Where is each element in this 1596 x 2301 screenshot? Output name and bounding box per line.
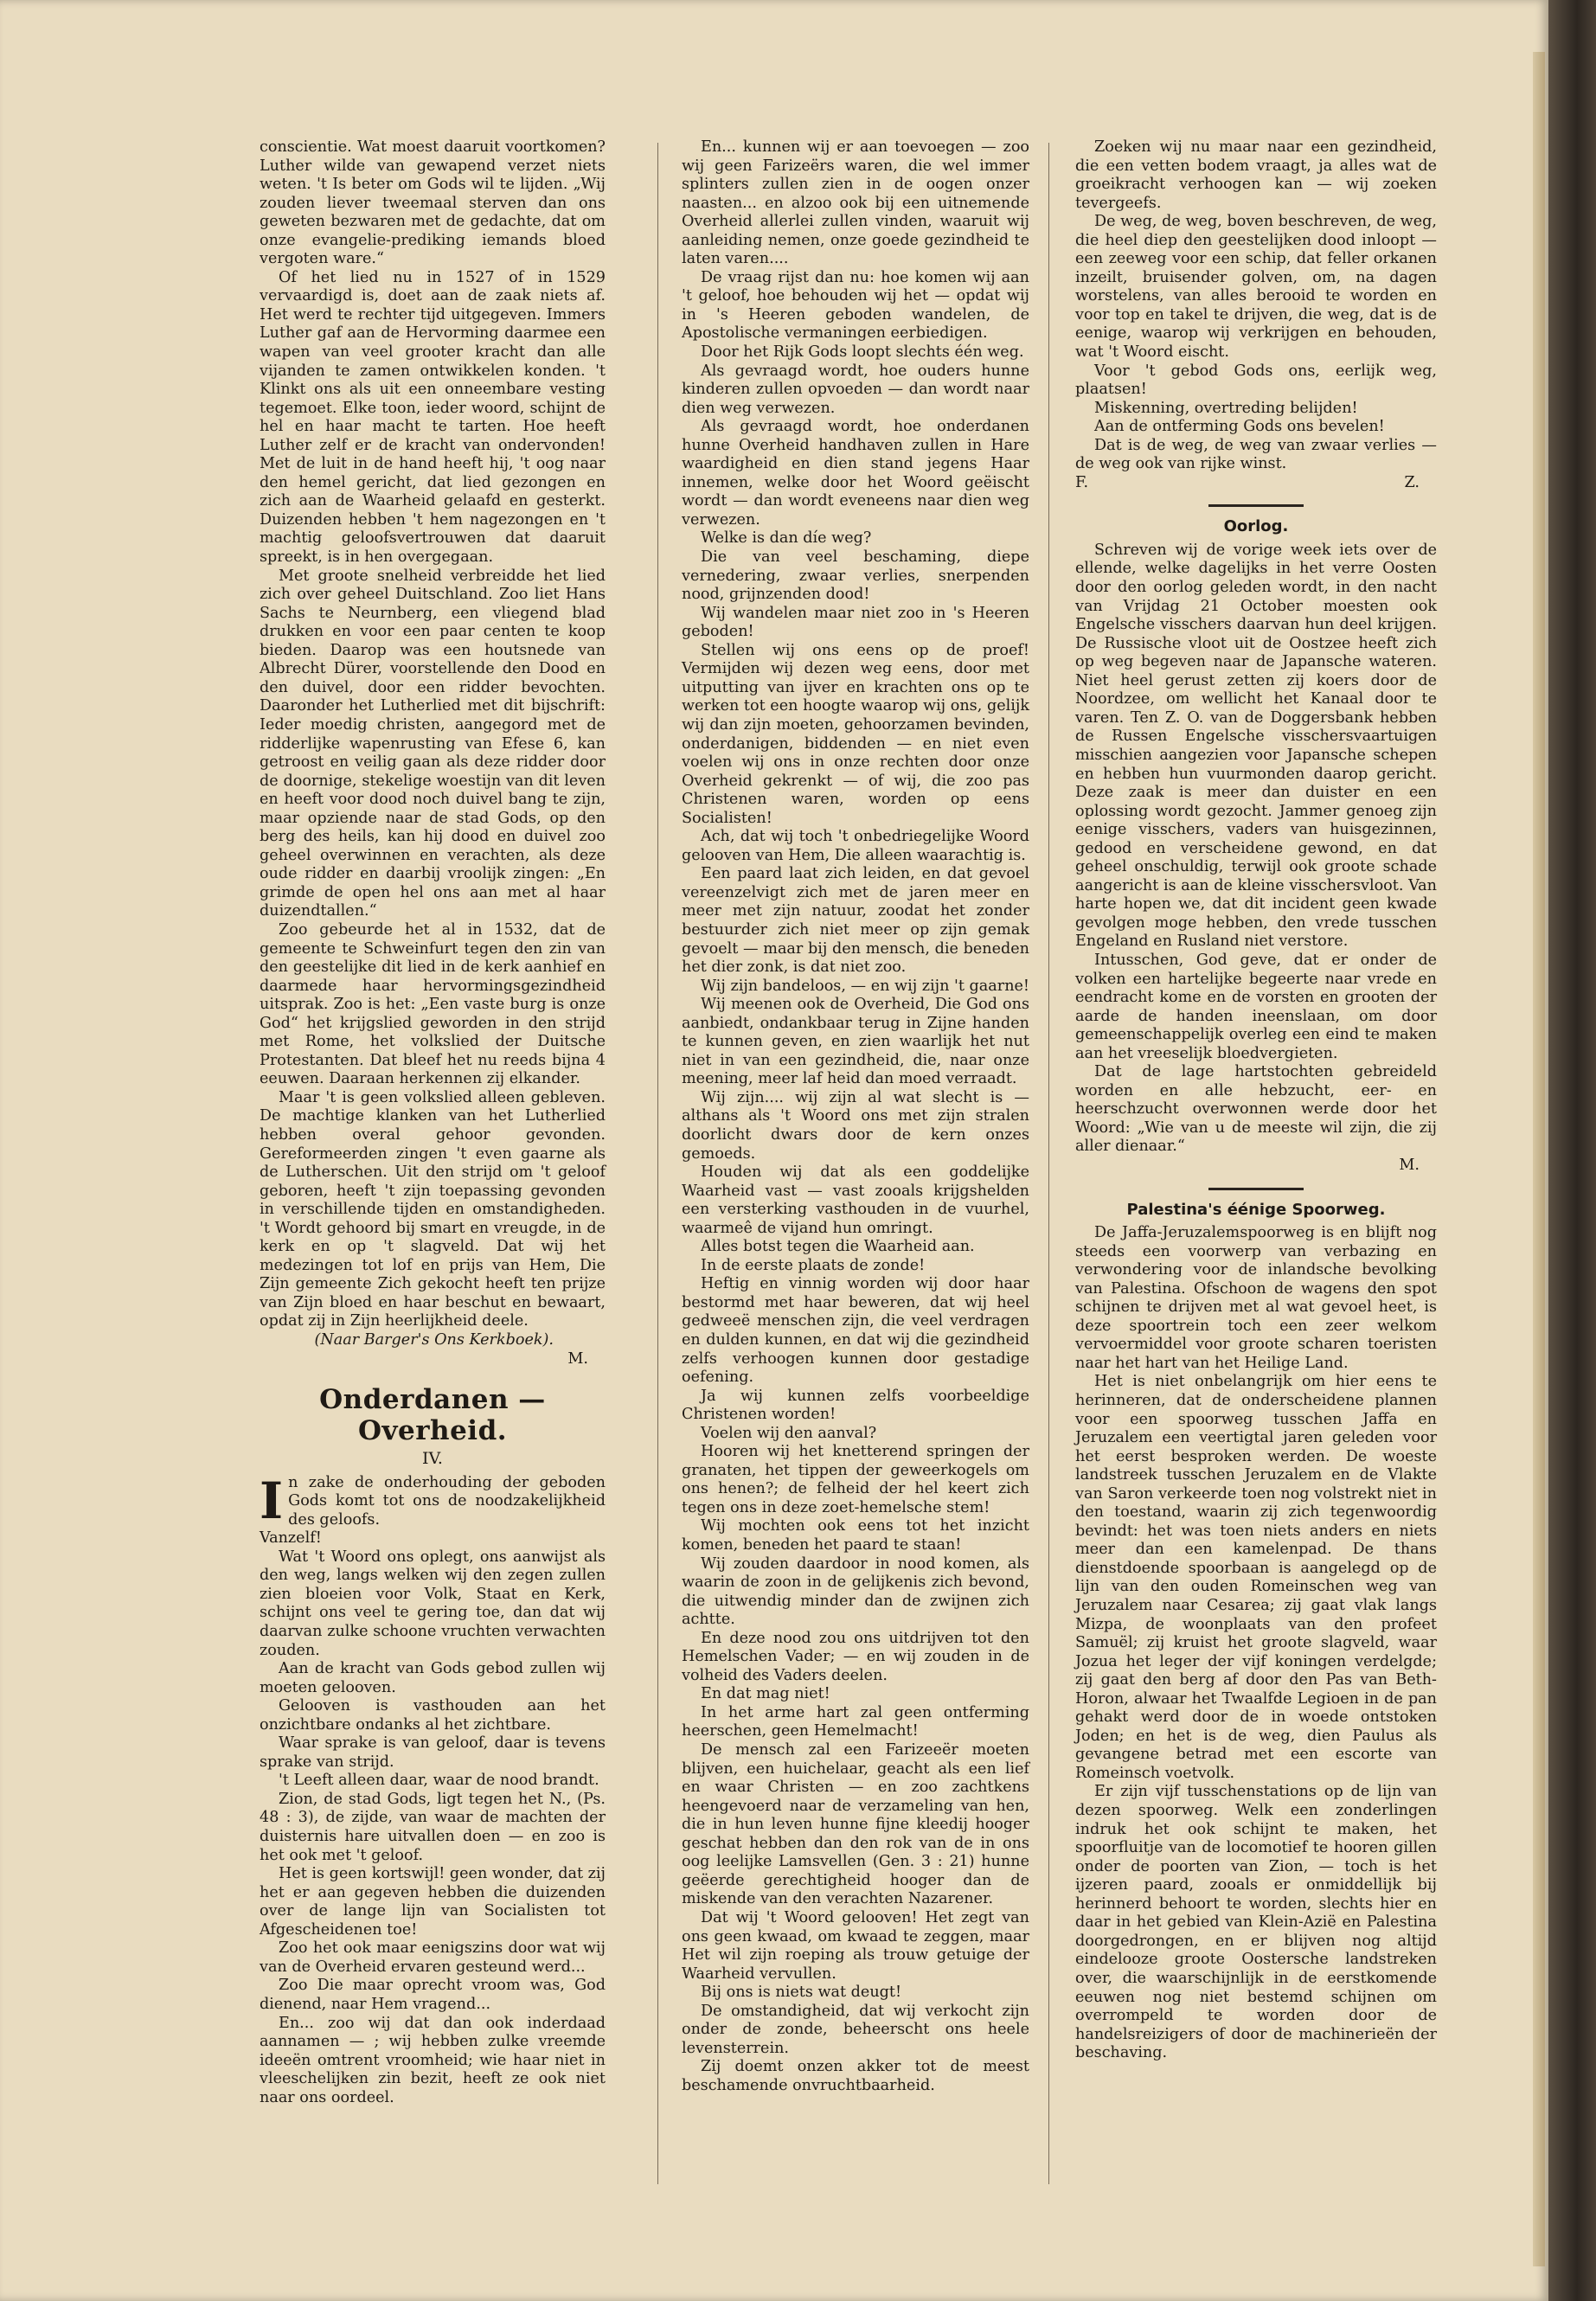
paragraph: Zoo het ook maar eenigszins door wat wij van de Overheid ervaren gesteund werd... bbox=[260, 1939, 606, 1976]
paragraph: Hooren wij het knetterend springen der granaten, het tippen der geweerkogels om ons henen?; de felheid der hel keert zich tegen ons in deze zoet-hemelsche stem! bbox=[682, 1443, 1029, 1516]
first-paragraph-text: n zake de onderhouding der geboden Gods komt tot ons de noodzakelijkheid des geloofs. bbox=[288, 1473, 606, 1529]
article-part-number: IV. bbox=[422, 1449, 443, 1469]
paragraph: De omstandigheid, dat wij verkocht zijn onder de zonde, beheerscht ons heele levensterrein. bbox=[682, 2002, 1029, 2057]
paragraph: Wij zouden daardoor in nood komen, als waarin de zoon in de gelijkenis zich bevond, die uitwendig minder dan de zwijnen zich achtte. bbox=[682, 1554, 1029, 1629]
paragraph: Ja wij kunnen zelfs voorbeeldige Christenen worden! bbox=[682, 1387, 1029, 1424]
book-spine bbox=[1548, 0, 1596, 2301]
paragraph: Zoeken wij nu maar naar een gezindheid, die een vetten bodem vraagt, ja alles wat de groeikracht verhoogen kan — wij zoeken tevergeefs. bbox=[1075, 138, 1437, 212]
paragraph: Schreven wij de vorige week iets over de ellende, welke dagelijks in het verre Oosten door den oorlog geleden wordt, in den nacht van Vrijdag 21 October moesten ook Engelsche visschers daarvan hun deel krijgen. De Russische vloot uit de Oostzee heeft zich op weg begeven naar de Japansche wateren. Niet heel gerust zetten zij koers door de Noordzee, om wellicht het Kanaal door te varen. Ten Z. O. van de Doggersbank hebben de Russen Engelsche visschersvaartuigen misschien aangezien voor Japansche schepen en hebben hun vuurmonden daarop gericht. Deze zaak is meer dan duister en een oplossing wordt gezocht. Jammer genoeg zijn eenige visschers, vaders van huisgezinnen, gedood en verscheidene gewond, en dat geheel onschuldig, terwijl ook groote schade aangericht is aan de kleine visschersvloot. Van harte hopen we, dat dit incident geen kwade gevolgen moge hebben, den vrede tusschen Engeland en Rusland niet verstore. bbox=[1075, 541, 1437, 951]
paragraph: In het arme hart zal geen ontferming heerschen, geen Hemelmacht! bbox=[682, 1703, 1029, 1740]
paragraph: Het is niet onbelangrijk om hier eens te herinneren, dat de onderscheidene plannen voor een spoorweg tusschen Jaffa en Jeruzalem een veertigtal jaren geleden voor het eerst besproken werden. De woeste landstreek tusschen Jeruzalem en de Vlakte van Saron verkeerde toen nog volstrekt niet in den toestand, waarin zij zich tegenwoordig bevindt: het was toen niets anders en niets meer dan een kamelenpad. De thans dienstdoende spoorbaan is aangelegd op de lijn van den ouden Romeinschen weg van Jeruzalem naar Cesarea; zij gaat vlak langs Mizpa, de woonplaats van den profeet Samuël; zij kruist het groote slagveld, waar Jozua het leger der vijf koningen verdelgde; zij gaat den berg af door den Pas van Beth-Horon, alwaar het Twaalfde Legioen in de pan gehakt werd door de in woede ontstoken Joden; en het is de weg, dien Paulus als gevangene betrad met een escorte van Romeinsch voetvolk. bbox=[1075, 1373, 1437, 1782]
paragraph: 't Leeft alleen daar, waar de nood brandt. bbox=[279, 1772, 599, 1790]
paragraph: Miskenning, overtreding belijden! bbox=[1094, 399, 1358, 417]
paragraph: Wij zijn bandeloos, — en wij zijn 't gaarne! bbox=[701, 977, 1030, 995]
paragraph: Wij mochten ook eens tot het inzicht komen, beneden het paard te staan! bbox=[682, 1517, 1029, 1554]
article-title: Onderdanen — Overheid. bbox=[319, 1384, 546, 1447]
paragraph: Aan de ontferming Gods ons bevelen! bbox=[1094, 418, 1385, 436]
paragraph: Waar sprake is van geloof, daar is tevens sprake van strijd. bbox=[260, 1734, 606, 1771]
paragraph: Door het Rijk Gods loopt slechts één weg. bbox=[701, 343, 1024, 362]
paragraph: Voor 't gebod Gods ons, eerlijk weg, plaatsen! bbox=[1075, 362, 1437, 399]
signature-line bbox=[1075, 474, 1437, 493]
paragraph: En deze nood zou ons uitdrijven tot den Hemelschen Vader; — en wij zouden in de volheid des Vaders deelen. bbox=[682, 1629, 1029, 1684]
paragraph: Een paard laat zich leiden, en dat gevoel vereenzelvigt zich met de jaren meer en meer met zijn natuur, zoodat het zonder bestuurder zich niet meer op zijn gemak gevoelt — maar bij den mensch, die beneden het dier zonk, is dat niet zoo. bbox=[682, 865, 1029, 977]
paragraph: Zoo gebeurde het al in 1532, dat de gemeente te Schweinfurt tegen den zin van den geestelijke dit lied in de kerk aanhief en daarmede haar hervormingsgezindheid uitsprak. Zoo is het: „Een vaste burg is onze God“ het krijgslied geworden in den strijd met Rome, het volkslied der Duitsche Protestanten. Dat bleef het nu reeds bijna 4 eeuwen. Daaraan herkennen zij elkander. bbox=[260, 920, 606, 1088]
paragraph: Intusschen, God geve, dat er onder de volken een hartelijke begeerte naar vrede en eendracht kome en de vorsten en grooten der aarde de handen ineenslaan, om door gemeenschappelijk overleg een eind te maken aan het vreeselijk bloedvergieten. bbox=[1075, 951, 1437, 1062]
paragraph: Gelooven is vasthouden aan het onzichtbare ondanks al het zichtbare. bbox=[260, 1697, 606, 1734]
paragraph: Die van veel beschaming, diepe vernedering, zwaar verlies, snerpenden nood, grijnzenden dood! bbox=[682, 548, 1029, 604]
paragraph: De mensch zal een Farizeeër moeten blijven, een huichelaar, geacht als een lief en waar Christen — en zoo zachtkens heengevoerd naar de verzameling van hen, die in hun leven hunne fijne kleedij hooger geschat hebben dan den rok van de in ons oog leelijke Lamsvellen (Gen. 3 : 21) hunne geëerde gerechtigheid hooger dan de miskende van den verachten Nazarener. bbox=[682, 1741, 1029, 1908]
paragraph: Houden wij dat als een goddelijke Waarheid vast — vast zooals krijgshelden een versterking vasthouden in de vuurhel, waarmeê de vijand hun omringt. bbox=[682, 1163, 1029, 1237]
signature: M. bbox=[1399, 1156, 1420, 1174]
paragraph: Stellen wij ons eens op de proef! Vermijden wij dezen weg eens, door met uitputting van ijver en krachten ons op te werken tot een hoogte waarop wij ons, gelijk wij dan zijn moeten, gehoorzamen bevinden, onderdanigen, biddenden — en niet even voelen wij ons in onze rechten door onze Overheid gekrenkt — of wij, die zoo pas Christenen waren, worden op eens Socialisten! bbox=[682, 641, 1029, 827]
paragraph: Heftig en vinnig worden wij door haar bestormd met haar beweren, dat wij heel gedweeë menschen zijn, die veel verdragen en dulden kunnen, en dat wij die gezindheid zelfs verhoogen kunnen door gestadige oefening. bbox=[682, 1275, 1029, 1387]
paragraph: Vanzelf! bbox=[260, 1529, 322, 1548]
paragraph: Aan de kracht van Gods gebod zullen wij moeten gelooven. bbox=[260, 1660, 606, 1696]
paragraph: Wij zijn.... wij zijn al wat slecht is — althans als 't Woord ons met zijn stralen doorlicht dwars door de kern onzes gemoeds. bbox=[682, 1088, 1029, 1163]
paragraph: En dat mag niet! bbox=[701, 1685, 830, 1703]
section-divider bbox=[1208, 504, 1304, 507]
paragraph: Zij doemt onzen akker tot de meest beschamende onvruchtbaarheid. bbox=[682, 2058, 1029, 2094]
paragraph: Ach, dat wij toch 't onbedriegelijke Woord gelooven van Hem, Die alleen waarachtig is. bbox=[682, 828, 1029, 864]
paragraph: Wij wandelen maar niet zoo in 's Heeren geboden! bbox=[682, 604, 1029, 641]
column-middle bbox=[682, 138, 1029, 2095]
paragraph: Zoo Die maar oprecht vroom was, God dienend, naar Hem vragend... bbox=[260, 1977, 606, 2013]
paragraph: Zion, de stad Gods, ligt tegen het N., (Ps. 48 : 3), de zijde, van waar de machten der duisternis hare uitvallen doen — en zoo is het ook met 't geloof. bbox=[260, 1790, 606, 1864]
signature: M. bbox=[567, 1349, 588, 1368]
source-note: (Naar Barger's Ons Kerkboek). bbox=[314, 1331, 554, 1349]
paragraph: De Jaffa-Jeruzalemspoorweg is en blijft nog steeds een voorwerp van verbazing en verwondering voor de inlandsche bevolking van Palestina. Ofschoon de wagens den spot schijnen te drijven met al wat gevoel heet, is deze spoortrein toch een zeer welkom vervoermiddel voor groote scharen toeristen naar het hart van het Heilige Land. bbox=[1075, 1224, 1437, 1372]
paragraph: Als gevraagd wordt, hoe onderdanen hunne Overheid handhaven zullen in Hare waardigheid en dien stand jegens Haar innemen, welke door het Woord geëischt wordt — dan wordt eveneens naar dien weg verwezen. bbox=[682, 418, 1029, 529]
paragraph: Het is geen kortswijl! geen wonder, dat zij het er aan gegeven hebben die duizenden over de lange lijn van Socialisten tot Afgescheidenen toe! bbox=[260, 1865, 606, 1939]
paragraph: Met groote snelheid verbreidde het lied zich over geheel Duitschland. Zoo liet Hans Sachs te Neurnberg, een vliegend blad drukken en voor een paar centen te koop bieden. Daarop was een houtsnede van Albrecht Dürer, voorstellende den Dood en den duivel, door een ridder bevochten. Daaronder het Lutherlied met dit bijschrift: Ieder moedig christen, aangegord met de ridderlijke wapenrusting van Efese 6, kan getroost en veilig gaan als deze ridder door de doornige, stekelige woestijn van dit leven en heeft voor dood noch duivel bang te zijn, maar opziende naar de stad Gods, op den berg des heils, kan hij dood en duivel zoo geheel overwinnen en verachten, als deze oude ridder en daarbij vroolijk zingen: „En grimde de open hel ons aan met al haar duizendtallen.“ bbox=[260, 567, 606, 920]
section-divider bbox=[1208, 1188, 1304, 1190]
column-rule bbox=[657, 143, 658, 2184]
page-edge bbox=[1533, 52, 1545, 2266]
column-left bbox=[260, 138, 606, 2107]
paragraph: Dat de lage hartstochten gebreideld worden en alle hebzucht, eer- en heerschzucht overwonnen werde door het Woord: „Wie van u de meeste wil zijn, die zij aller dienaar.“ bbox=[1075, 1063, 1437, 1156]
section-title-palestina: Palestina's éénige Spoorweg. bbox=[1126, 1200, 1386, 1219]
paragraph: En... kunnen wij er aan toevoegen — zoo wij geen Farizeërs waren, die wel immer splinters zullen zien in de oogen onzer naasten... en alzoo ook bij een uitnemende Overheid allerlei zullen vinden, waaruit wij aanleiding nemen, onze goede gezindheid te laten varen.... bbox=[682, 138, 1029, 268]
signature-right: Z. bbox=[1404, 473, 1420, 491]
signature-left: F. bbox=[1075, 473, 1089, 491]
paragraph: Of het lied nu in 1527 of in 1529 vervaardigd is, doet aan de zaak niets af. Het werd te rechter tijd uitgegeven. Immers Luther gaf aan de Hervorming daarmee een wapen van veel grooter kracht dan alle vijanden te zamen ontwikkelen konden. 't Klinkt ons als uit een onneembare vesting tegemoet. Elke toon, ieder woord, schijnt de hel en haar macht te tarten. Hoe heeft Luther zelf er de kracht van ondervonden! Met de luit in de hand heeft hij, 't oog naar den hemel gericht, dat lied gezongen en zich aan de Waarheid gelaafd en gesterkt. Duizenden hebben 't hem nagezongen en 't machtig geloofsvertrouwen dat daaruit spreekt, is in hen overgegaan. bbox=[260, 268, 606, 567]
paragraph: Voelen wij den aanval? bbox=[701, 1424, 877, 1442]
paragraph: De weg, de weg, boven beschreven, de weg, die heel diep den geestelijken dood inloopt — een zeeweg voor een schip, dat feller orkanen inzeilt, bruisender golven, om, na dagen worstelens, van alles berooid te worden en voor top en takel te drijven, die weg, dat is de eenige, waarop wij verkrijgen en behouden, wat 't Woord eischt. bbox=[1075, 213, 1437, 362]
column-rule bbox=[1048, 143, 1049, 2184]
section-title-oorlog: Oorlog. bbox=[1223, 517, 1289, 536]
paragraph: Wat 't Woord ons oplegt, ons aanwijst als den weg, langs welken wij den zegen zullen zien bloeien voor Volk, Staat en Kerk, schijnt ons veel te gering toe, dan dat wij daarvan zulke schoone vruchten verwachten zouden. bbox=[260, 1548, 606, 1659]
paragraph: Als gevraagd wordt, hoe ouders hunne kinderen zullen opvoeden — dan wordt naar dien weg verwezen. bbox=[682, 362, 1029, 417]
paragraph: De vraag rijst dan nu: hoe komen wij aan 't geloof, hoe behouden wij het — opdat wij in 's Heeren geboden wandelen, de Apostolische vermaningen eerbiedigen. bbox=[682, 268, 1029, 343]
drop-cap: I bbox=[260, 1471, 284, 1530]
paragraph: Dat is de weg, de weg van zwaar verlies — de weg ook van rijke winst. bbox=[1075, 436, 1437, 473]
paragraph: En... zoo wij dat dan ook inderdaad aannamen — ; wij hebben zulke vreemde ideeën omtrent vroomheid; wie haar niet in vleeschelijken zin bezit, heeft ze ook niet naar ons oordeel. bbox=[260, 2014, 606, 2106]
paragraph: Er zijn vijf tusschenstations op de lijn van dezen spoorweg. Welk een zonderlingen indruk het ook schijnt te maken, het spoorfluitje van de locomotief te hooren gillen onder de poorten van Zion, — toch is het ijzeren paard, zooals er onmiddellijk bij herinnerd behoort te worden, slechts hier en daar in het gebied van Klein-Azië en Palestina doorgedrongen, en er blijven nog altijd eindelooze groote Oostersche landstreken over, die waarschijnlijk in de eerstkomende eeuwen nog niet bestemd schijnen om overrompeld te worden door de handelsreizigers of door de machinerieën der beschaving. bbox=[1075, 1783, 1437, 2062]
paragraph: Welke is dan díe weg? bbox=[701, 529, 872, 548]
paragraph: Maar 't is geen volkslied alleen gebleven. De machtige klanken van het Lutherlied hebben overal gehoor gevonden. Gereformeerden zingen 't even gaarne als de Lutherschen. Uit den strijd om 't geloof geboren, heeft 't zijn toepassing gevonden in verschillende tijden en omstandigheden. 't Wordt gehoord bij smart en vreugde, in de kerk en op 't slagveld. Dat wij het medezingen tot lof en prijs van Hem, Die Zijn gemeente Zich gekocht heeft ten prijze van Zijn bloed en haar beschut en bewaart, opdat zij in Zijn heerlijkheid deele. bbox=[260, 1088, 606, 1330]
column-right bbox=[1075, 138, 1437, 2063]
paragraph: Alles botst tegen die Waarheid aan. bbox=[701, 1238, 975, 1256]
paragraph: In de eerste plaats de zonde! bbox=[701, 1256, 926, 1274]
paragraph: conscientie. Wat moest daaruit voortkomen? Luther wilde van gewapend verzet niets weten. 't Is beter om Gods wil te lijden. „Wij zouden liever tweemaal sterven dan ons geweten bezwaren met de gedachte, dat om onze evangelie-prediking iemands bloed vergoten ware.“ bbox=[260, 138, 606, 268]
paragraph: Dat wij 't Woord gelooven! Het zegt van ons geen kwaad, om kwaad te zeggen, maar Het wil zijn roeping als trouw getuige der Waarheid vervullen. bbox=[682, 1908, 1029, 1983]
paragraph: Bij ons is niets wat deugt! bbox=[701, 1984, 902, 2002]
first-paragraph bbox=[260, 1471, 606, 1530]
paragraph: Wij meenen ook de Overheid, Die God ons aanbiedt, ondankbaar terug in Zijne handen te kunnen geven, en zien waarlijk het nut niet in van een gezindheid, die, naar onze meening, meer laf heid dan moed verraadt. bbox=[682, 996, 1029, 1088]
